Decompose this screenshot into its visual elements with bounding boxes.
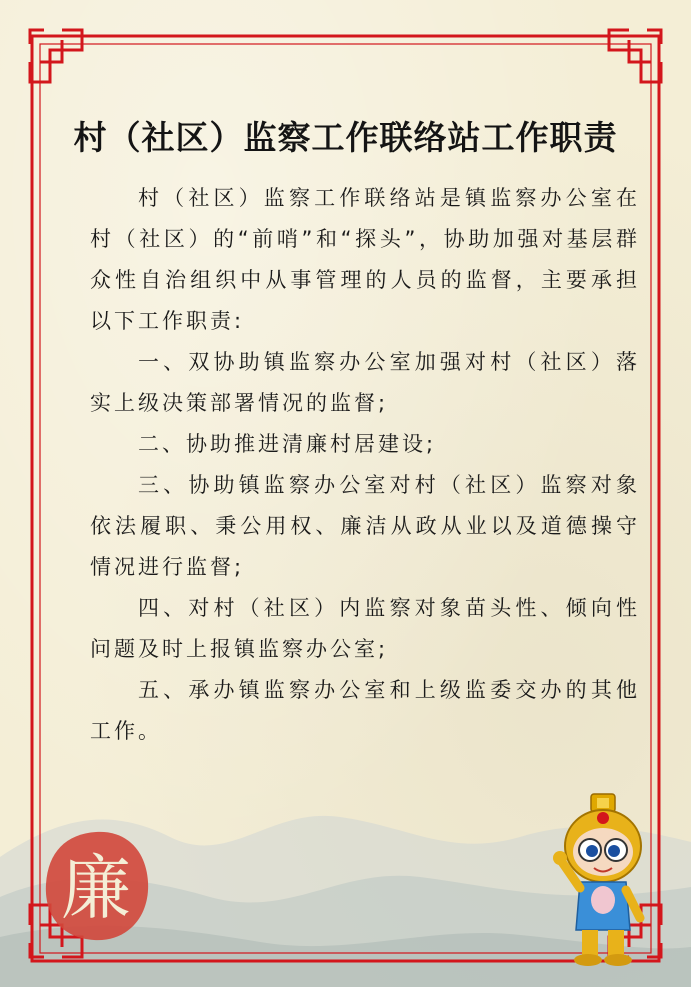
document-body xyxy=(90,178,640,752)
seal-text: 廉 xyxy=(61,847,131,929)
duty-item-3: 三、协助镇监察办公室对村（社区）监察对象依法履职、秉公用权、廉洁从政从业以及道德操守情况进行监督; xyxy=(90,473,640,579)
duty-item-4: 四、对村（社区）内监察对象苗头性、倾向性问题及时上报镇监察办公室; xyxy=(90,596,640,661)
duty-item-2: 二、协助推进清廉村居建设; xyxy=(138,432,437,456)
intro-paragraph: 村（社区）监察工作联络站是镇监察办公室在村（社区）的“前哨”和“探头”，协助加强对基层群众性自治组织中从事管理的人员的监督，主要承担以下工作职责: xyxy=(90,186,640,333)
document-title: 村（社区）监察工作联络站工作职责 xyxy=(73,118,618,157)
mascot-icon xyxy=(548,790,658,968)
lian-seal-icon xyxy=(40,826,152,946)
duty-item-5: 五、承办镇监察办公室和上级监委交办的其他工作。 xyxy=(90,678,640,743)
duty-item-1: 一、双协助镇监察办公室加强对村（社区）落实上级决策部署情况的监督; xyxy=(90,350,640,415)
